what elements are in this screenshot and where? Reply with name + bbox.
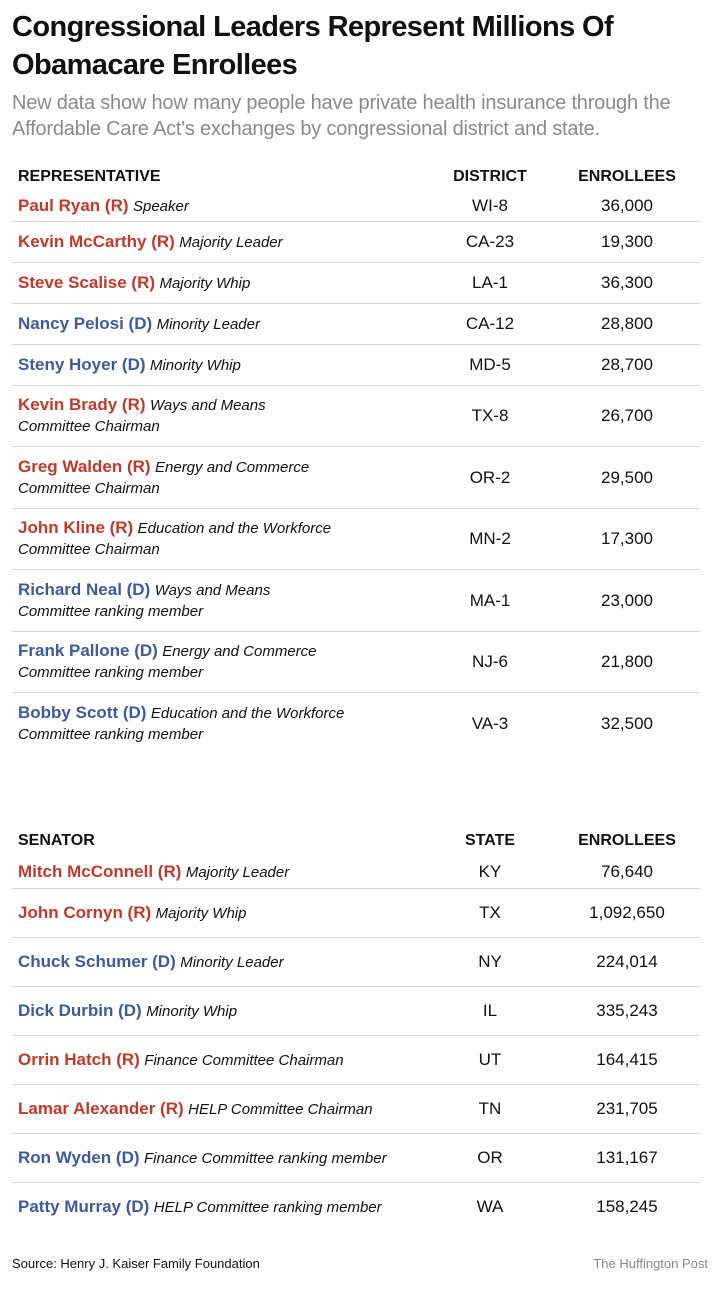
member-name: John Kline (R)	[18, 518, 134, 538]
member-name: Orrin Hatch (R)	[18, 1049, 140, 1069]
enrollees-cell: 131,167	[554, 1133, 700, 1182]
member-role: Minority Whip	[149, 356, 241, 374]
district-cell: OR-2	[426, 447, 554, 509]
header-representative: REPRESENTATIVE	[18, 168, 161, 185]
enrollees-cell: 335,243	[554, 986, 700, 1035]
member-name: Chuck Schumer (D)	[18, 951, 176, 971]
table-row	[12, 385, 700, 447]
enrollees-cell: 17,300	[554, 508, 700, 570]
house-header-row	[12, 162, 700, 192]
member-cell	[12, 986, 426, 1035]
table-row	[12, 986, 700, 1035]
member-name: Frank Pallone (D)	[18, 641, 158, 661]
member-cell	[12, 1084, 426, 1133]
table-row	[12, 447, 700, 509]
member-name: Mitch McConnell (R)	[18, 861, 182, 881]
member-role-continued: Committee ranking member	[18, 602, 204, 620]
member-role: Minority Leader	[180, 953, 284, 971]
enrollees-cell: 76,640	[554, 856, 700, 888]
enrollees-cell: 19,300	[554, 221, 700, 262]
header-state: STATE	[464, 832, 516, 849]
source-note: Source: Henry J. Kaiser Family Foundation	[12, 1256, 260, 1271]
member-name: Lamar Alexander (R)	[18, 1098, 184, 1118]
member-cell	[12, 1133, 426, 1182]
member-role: Finance Committee ranking member	[143, 1149, 387, 1167]
enrollees-cell: 36,000	[554, 192, 700, 221]
member-cell	[12, 937, 426, 986]
district-cell: TX-8	[426, 385, 554, 447]
member-role-continued: Committee Chairman	[18, 479, 160, 497]
member-role: Majority Whip	[155, 904, 247, 922]
member-name: Steny Hoyer (D)	[18, 354, 146, 374]
enrollees-cell: 28,700	[554, 344, 700, 385]
member-role: Education and the Workforce	[137, 520, 332, 538]
member-role: Finance Committee Chairman	[144, 1051, 344, 1069]
state-cell: NY	[426, 937, 554, 986]
member-cell	[12, 1035, 426, 1084]
senate-header-row	[12, 826, 700, 856]
member-role: HELP Committee ranking member	[153, 1198, 382, 1216]
enrollees-cell: 1,092,650	[554, 888, 700, 937]
member-cell	[12, 856, 426, 888]
district-cell: MA-1	[426, 570, 554, 632]
member-cell	[12, 447, 426, 509]
member-role: Ways and Means	[149, 397, 266, 415]
state-cell: KY	[426, 856, 554, 888]
member-role: Minority Leader	[156, 315, 260, 333]
enrollees-cell: 224,014	[554, 937, 700, 986]
member-name: Paul Ryan (R)	[18, 196, 129, 216]
member-role: Education and the Workforce	[150, 705, 345, 722]
member-role: HELP Committee Chairman	[188, 1100, 373, 1118]
enrollees-cell: 28,800	[554, 303, 700, 344]
table-row	[12, 344, 700, 385]
member-cell	[12, 303, 426, 344]
member-cell	[12, 508, 426, 570]
enrollees-cell: 231,705	[554, 1084, 700, 1133]
member-name: Kevin McCarthy (R)	[18, 231, 175, 251]
member-name: Kevin Brady (R)	[18, 395, 146, 415]
table-row	[12, 856, 700, 888]
member-cell	[12, 221, 426, 262]
member-cell	[12, 262, 426, 303]
header-enrollees: ENROLLEES	[578, 832, 676, 849]
member-role: Energy and Commerce	[162, 643, 317, 661]
member-name: Steve Scalise (R)	[18, 272, 156, 292]
member-role-continued: Committee ranking member	[18, 726, 204, 743]
header-enrollees: ENROLLEES	[578, 168, 676, 185]
state-cell: TX	[426, 888, 554, 937]
member-role: Energy and Commerce	[155, 458, 310, 476]
member-role-continued: Committee ranking member	[18, 664, 204, 682]
member-role: Majority Whip	[159, 274, 251, 292]
enrollees-cell: 158,245	[596, 1196, 658, 1216]
member-cell	[12, 693, 426, 755]
enrollees-cell: 29,500	[554, 447, 700, 509]
member-cell	[12, 1182, 426, 1231]
table-row	[12, 262, 700, 303]
table-row	[12, 631, 700, 693]
member-role: Ways and Means	[154, 581, 271, 599]
state-cell: IL	[426, 986, 554, 1035]
enrollees-cell: 36,300	[554, 262, 700, 303]
table-row	[12, 508, 700, 570]
member-role-continued: Committee Chairman	[18, 418, 160, 436]
table-row	[12, 693, 700, 755]
table-row	[12, 570, 700, 632]
header-district: DISTRICT	[453, 168, 527, 185]
senate-table	[12, 826, 700, 1231]
table-row	[12, 303, 700, 344]
state-cell: WA	[476, 1196, 504, 1216]
member-cell	[12, 570, 426, 632]
state-cell: UT	[426, 1035, 554, 1084]
member-role: Speaker	[132, 198, 189, 216]
page-subtitle: New data show how many people have private health insurance through the Affordable Care Act's exchanges by congressional district and state.	[12, 92, 671, 140]
publisher-credit: The Huffington Post	[593, 1256, 708, 1271]
member-role-continued: Committee Chairman	[18, 541, 160, 559]
member-role: Minority Whip	[146, 1002, 238, 1020]
table-row	[12, 221, 700, 262]
member-name: Ron Wyden (D)	[18, 1147, 140, 1167]
state-cell: OR	[426, 1133, 554, 1182]
table-row	[12, 1035, 700, 1084]
district-cell: MD-5	[426, 344, 554, 385]
header-senator: SENATOR	[18, 832, 95, 849]
member-cell	[12, 192, 426, 221]
member-name: Bobby Scott (D)	[18, 703, 147, 722]
member-name: Nancy Pelosi (D)	[18, 313, 153, 333]
district-cell: CA-12	[426, 303, 554, 344]
page-title: Congressional Leaders Represent Millions Of Obamacare Enrollees	[12, 11, 614, 81]
member-role: Majority Leader	[179, 233, 283, 251]
district-cell: LA-1	[426, 262, 554, 303]
table-row	[12, 937, 700, 986]
member-name: Patty Murray (D)	[18, 1196, 150, 1216]
district-cell: CA-23	[426, 221, 554, 262]
member-name: Richard Neal (D)	[18, 579, 151, 599]
table-row	[12, 888, 700, 937]
district-cell: VA-3	[471, 714, 509, 733]
enrollees-cell: 21,800	[554, 631, 700, 693]
house-table	[12, 162, 700, 754]
member-cell	[12, 631, 426, 693]
member-role: Majority Leader	[185, 863, 290, 881]
table-row	[12, 192, 700, 221]
table-row	[12, 1182, 700, 1231]
district-cell: NJ-6	[426, 631, 554, 693]
enrollees-cell: 32,500	[601, 714, 653, 733]
member-name: Greg Walden (R)	[18, 456, 151, 476]
table-row	[12, 1133, 700, 1182]
state-cell: TN	[426, 1084, 554, 1133]
member-cell	[12, 888, 426, 937]
district-cell: MN-2	[426, 508, 554, 570]
district-cell: WI-8	[426, 192, 554, 221]
member-cell	[12, 385, 426, 447]
member-name: John Cornyn (R)	[18, 902, 152, 922]
table-row	[12, 1084, 700, 1133]
enrollees-cell: 164,415	[554, 1035, 700, 1084]
member-cell	[12, 344, 426, 385]
enrollees-cell: 26,700	[554, 385, 700, 447]
member-name: Dick Durbin (D)	[18, 1000, 142, 1020]
enrollees-cell: 23,000	[554, 570, 700, 632]
